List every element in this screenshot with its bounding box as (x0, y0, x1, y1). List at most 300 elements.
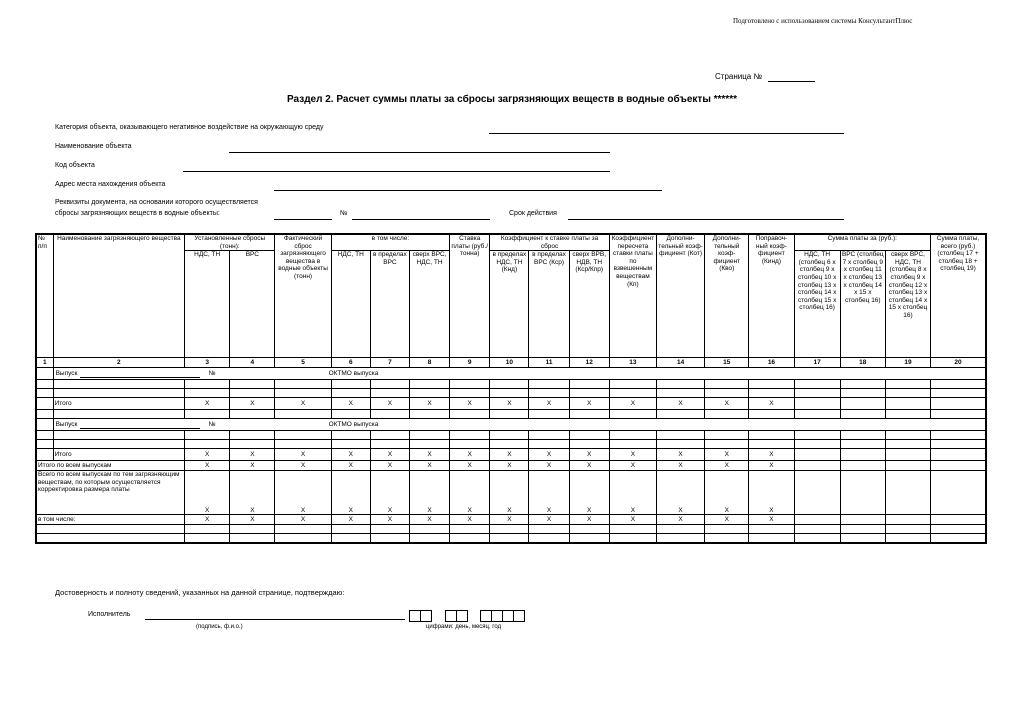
table-cell[interactable] (705, 410, 749, 419)
col-number: 16 (749, 358, 794, 368)
table-cell[interactable] (275, 525, 331, 534)
outlet-row-2 (36, 419, 986, 431)
table-cell[interactable] (331, 410, 370, 419)
th-limits-nds: НДС, ТН (185, 251, 230, 358)
table-cell[interactable] (705, 380, 749, 389)
table-cell[interactable] (490, 431, 529, 440)
table-cell[interactable] (931, 449, 986, 461)
col-number: 4 (230, 358, 275, 368)
table-row (36, 431, 986, 440)
table-cell[interactable] (885, 471, 930, 515)
table-cell[interactable] (931, 471, 986, 515)
table-row (36, 389, 986, 398)
table-cell[interactable] (53, 419, 986, 431)
not-applicable-mark: X (569, 461, 609, 471)
not-applicable-mark: X (185, 461, 230, 471)
table-cell[interactable] (275, 380, 331, 389)
table-cell[interactable] (529, 389, 569, 398)
table-cell[interactable] (36, 419, 53, 431)
oktmo-label: ОКТМО выпуска (328, 421, 379, 429)
table-row (36, 380, 986, 389)
not-applicable-mark: X (656, 471, 704, 515)
col-number: 12 (569, 358, 609, 368)
not-applicable-mark: X (656, 449, 704, 461)
not-applicable-mark: X (230, 515, 275, 525)
not-applicable-mark: X (450, 461, 490, 471)
not-applicable-mark: X (609, 461, 656, 471)
not-applicable-mark: X (331, 461, 370, 471)
not-applicable-mark: X (409, 398, 449, 410)
table-cell[interactable] (794, 440, 840, 449)
table-cell[interactable] (409, 389, 449, 398)
outlet-label: Выпуск (55, 421, 78, 429)
table-cell[interactable] (840, 461, 885, 471)
table-row (36, 525, 986, 534)
th-incl-vrs: в пределах ВРС (370, 251, 409, 358)
table-cell[interactable] (529, 440, 569, 449)
not-applicable-mark: X (569, 471, 609, 515)
table-cell[interactable] (370, 431, 409, 440)
table-cell[interactable] (529, 431, 569, 440)
table-cell[interactable] (450, 380, 490, 389)
category-label: Категория объекта, оказывающего негативное воздействие на окружающую среду (55, 124, 324, 131)
outlet-number-label: № (208, 421, 216, 429)
table-cell[interactable] (794, 461, 840, 471)
table-cell[interactable] (450, 525, 490, 534)
table-cell[interactable] (569, 410, 609, 419)
table-cell[interactable] (840, 471, 885, 515)
including-row (36, 515, 986, 525)
th-limits-vrs: ВРС (230, 251, 275, 358)
col-number: 11 (529, 358, 569, 368)
table-cell[interactable] (185, 440, 230, 449)
total-corr-row (36, 471, 986, 515)
col-number: 19 (885, 358, 930, 368)
table-cell[interactable] (36, 389, 53, 398)
table-cell[interactable] (230, 525, 275, 534)
table-cell[interactable] (656, 534, 704, 544)
table-cell[interactable] (230, 389, 275, 398)
table-cell[interactable] (569, 525, 609, 534)
table-cell[interactable] (705, 440, 749, 449)
not-applicable-mark: X (275, 449, 331, 461)
table-cell[interactable] (450, 431, 490, 440)
table-cell[interactable] (230, 440, 275, 449)
doc-number-field[interactable] (352, 219, 490, 220)
table-cell[interactable] (370, 534, 409, 544)
col-number: 7 (370, 358, 409, 368)
table-cell[interactable] (794, 398, 840, 410)
table-cell[interactable] (569, 431, 609, 440)
table-cell[interactable] (656, 380, 704, 389)
table-cell[interactable] (794, 449, 840, 461)
not-applicable-mark: X (490, 471, 529, 515)
table-cell[interactable] (656, 410, 704, 419)
table-cell[interactable] (705, 431, 749, 440)
table-cell[interactable] (36, 398, 53, 410)
table-cell[interactable] (656, 525, 704, 534)
th-including: в том числе: (331, 234, 449, 251)
th-sum: Сумма платы за (руб.): (794, 234, 931, 251)
not-applicable-mark: X (331, 398, 370, 410)
table-cell[interactable] (656, 389, 704, 398)
table-cell[interactable] (53, 431, 185, 440)
table-cell[interactable] (885, 461, 930, 471)
th-add-coef-2: Дополни-тельный коэф-фициент (Кво) (705, 234, 749, 358)
table-cell[interactable] (840, 389, 885, 398)
table-cell[interactable] (450, 410, 490, 419)
table-cell[interactable] (840, 380, 885, 389)
col-number: 2 (53, 358, 185, 368)
not-applicable-mark: X (370, 461, 409, 471)
outlet-name-field[interactable] (80, 377, 200, 378)
not-applicable-mark: X (569, 449, 609, 461)
table-cell[interactable] (36, 449, 53, 461)
not-applicable-mark: X (529, 515, 569, 525)
table-cell[interactable] (885, 431, 930, 440)
table-cell[interactable] (370, 380, 409, 389)
address-field[interactable] (274, 190, 662, 191)
not-applicable-mark: X (450, 449, 490, 461)
page-number-label: Страница № (715, 72, 763, 81)
table-cell[interactable] (36, 534, 185, 544)
table-cell[interactable] (609, 410, 656, 419)
executor-signature-field[interactable] (145, 619, 405, 620)
table-cell[interactable] (569, 380, 609, 389)
oktmo-label: ОКТМО выпуска (328, 370, 379, 378)
table-cell[interactable] (275, 431, 331, 440)
table-cell[interactable] (331, 525, 370, 534)
table-cell[interactable] (490, 380, 529, 389)
not-applicable-mark: X (749, 515, 794, 525)
table-cell[interactable] (53, 440, 185, 449)
table-cell[interactable] (749, 534, 794, 544)
table-cell[interactable] (794, 389, 840, 398)
table-cell[interactable] (609, 389, 656, 398)
th-sum-nds: НДС, ТН (столбец 6 x столбец 9 x столбец 10 x столбец 13 x столбец 14 x столбец 15 x столбец 16) (794, 251, 840, 358)
table-cell[interactable] (331, 431, 370, 440)
table-cell[interactable] (230, 431, 275, 440)
th-name: Наименование загрязняющего вещества (53, 234, 185, 358)
not-applicable-mark: X (490, 398, 529, 410)
not-applicable-mark: X (370, 449, 409, 461)
table-cell[interactable] (885, 380, 930, 389)
table-cell[interactable] (931, 515, 986, 525)
not-applicable-mark: X (450, 398, 490, 410)
not-applicable-mark: X (656, 461, 704, 471)
table-cell[interactable] (370, 440, 409, 449)
th-coef: Коэффициент к ставке платы за сброс (490, 234, 610, 251)
table-cell[interactable] (885, 515, 930, 525)
table-cell[interactable] (230, 410, 275, 419)
table-cell[interactable] (705, 389, 749, 398)
table-cell[interactable] (569, 440, 609, 449)
date-hint: цифрами: день, месяц, год (426, 624, 502, 630)
table-cell[interactable] (490, 534, 529, 544)
table-cell[interactable] (409, 410, 449, 419)
table-cell[interactable] (409, 440, 449, 449)
table-cell[interactable] (794, 410, 840, 419)
th-num: № п/п (36, 234, 53, 358)
th-sum-over: сверх ВРС, НДС, ТН (столбец 8 x столбец 9 x столбец 12 x столбец 13 x столбец 14 x 15 x столбец 16) (885, 251, 930, 358)
total-all-label: Итого по всем выпускам (36, 461, 185, 471)
col-number: 1 (36, 358, 53, 368)
not-applicable-mark: X (331, 515, 370, 525)
not-applicable-mark: X (275, 515, 331, 525)
table-cell[interactable] (275, 534, 331, 544)
table-cell[interactable] (529, 534, 569, 544)
table-cell[interactable] (705, 534, 749, 544)
col-number: 14 (656, 358, 704, 368)
not-applicable-mark: X (609, 398, 656, 410)
not-applicable-mark: X (656, 515, 704, 525)
th-coef-vrs: в пределах ВРС (Кср) (529, 251, 569, 358)
table-cell[interactable] (370, 389, 409, 398)
table-cell[interactable] (885, 398, 930, 410)
table-cell[interactable] (331, 440, 370, 449)
not-applicable-mark: X (370, 515, 409, 525)
not-applicable-mark: X (749, 449, 794, 461)
table-cell[interactable] (705, 525, 749, 534)
table-cell[interactable] (885, 525, 930, 534)
not-applicable-mark: X (331, 449, 370, 461)
confirm-text: Достоверность и полноту сведений, указанных на данной странице, подтверждаю: (55, 588, 345, 597)
th-limits: Установленные сбросы (тонн): (185, 234, 275, 251)
table-cell[interactable] (529, 380, 569, 389)
table-cell[interactable] (931, 431, 986, 440)
table-cell[interactable] (794, 515, 840, 525)
table-cell[interactable] (840, 525, 885, 534)
table-cell[interactable] (450, 440, 490, 449)
outlet-number-label: № (208, 370, 216, 378)
col-number: 13 (609, 358, 656, 368)
not-applicable-mark: X (185, 449, 230, 461)
table-cell[interactable] (185, 431, 230, 440)
th-incl-over: сверх ВРС, НДС, ТН (409, 251, 449, 358)
not-applicable-mark: X (275, 398, 331, 410)
table-cell[interactable] (749, 525, 794, 534)
brand-note: Подготовлено с использованием системы КонсультантПлюс (733, 17, 913, 25)
table-cell[interactable] (749, 440, 794, 449)
table-cell[interactable] (749, 389, 794, 398)
table-row (36, 440, 986, 449)
validity-field[interactable] (568, 219, 844, 220)
table-cell[interactable] (185, 525, 230, 534)
table-cell[interactable] (185, 410, 230, 419)
table-cell[interactable] (53, 410, 185, 419)
not-applicable-mark: X (331, 471, 370, 515)
not-applicable-mark: X (705, 398, 749, 410)
not-applicable-mark: X (185, 471, 230, 515)
table-cell[interactable] (230, 534, 275, 544)
table-cell[interactable] (490, 410, 529, 419)
not-applicable-mark: X (705, 471, 749, 515)
col-number: 15 (705, 358, 749, 368)
table-cell[interactable] (749, 410, 794, 419)
not-applicable-mark: X (749, 461, 794, 471)
table-cell[interactable] (529, 525, 569, 534)
table-cell[interactable] (529, 410, 569, 419)
table-cell[interactable] (36, 525, 185, 534)
table-cell[interactable] (840, 534, 885, 544)
not-applicable-mark: X (450, 471, 490, 515)
col-number: 3 (185, 358, 230, 368)
table-cell[interactable] (409, 525, 449, 534)
not-applicable-mark: X (569, 398, 609, 410)
not-applicable-mark: X (705, 461, 749, 471)
table-cell[interactable] (53, 380, 185, 389)
object-name-field[interactable] (229, 152, 610, 153)
table-row (36, 410, 986, 419)
th-sum-vrs: ВРС (столбец 7 x столбец 9 x столбец 11 x столбец 13 x столбец 14 x 15 x столбец 16) (840, 251, 885, 358)
table-cell[interactable] (275, 410, 331, 419)
table-cell[interactable] (490, 525, 529, 534)
table-cell[interactable] (885, 410, 930, 419)
executor-label: Исполнитель (88, 611, 131, 618)
not-applicable-mark: X (609, 471, 656, 515)
not-applicable-mark: X (609, 515, 656, 525)
table-cell[interactable] (885, 389, 930, 398)
table-cell[interactable] (794, 471, 840, 515)
table-cell[interactable] (931, 398, 986, 410)
table-cell[interactable] (931, 534, 986, 544)
outlet-name-field[interactable] (80, 428, 200, 429)
not-applicable-mark: X (409, 515, 449, 525)
table-cell[interactable] (794, 380, 840, 389)
table-cell[interactable] (656, 431, 704, 440)
category-field[interactable] (489, 133, 844, 134)
doc-label-line2: сбросы загрязняющих веществ в водные объекты: (55, 210, 220, 217)
table-cell[interactable] (794, 534, 840, 544)
not-applicable-mark: X (230, 398, 275, 410)
table-cell[interactable] (490, 440, 529, 449)
table-cell[interactable] (409, 431, 449, 440)
table-cell[interactable] (450, 389, 490, 398)
table-cell[interactable] (794, 525, 840, 534)
table-cell[interactable] (931, 410, 986, 419)
not-applicable-mark: X (656, 398, 704, 410)
table-cell[interactable] (230, 380, 275, 389)
table-cell[interactable] (840, 398, 885, 410)
table-cell[interactable] (569, 534, 609, 544)
table-cell[interactable] (331, 534, 370, 544)
table-cell[interactable] (36, 380, 53, 389)
table-cell[interactable] (609, 431, 656, 440)
table-cell[interactable] (609, 380, 656, 389)
table-cell[interactable] (840, 440, 885, 449)
table-cell[interactable] (569, 389, 609, 398)
table-cell[interactable] (36, 368, 53, 380)
table-cell[interactable] (609, 525, 656, 534)
table-cell[interactable] (185, 534, 230, 544)
table-cell[interactable] (370, 525, 409, 534)
table-cell[interactable] (840, 431, 885, 440)
table-cell[interactable] (490, 389, 529, 398)
signature-hint: (подпись, ф.и.о.) (196, 624, 243, 630)
th-add-coef-1: Дополни-тельный коэф-фициент (Кот) (656, 234, 704, 358)
table-cell[interactable] (36, 431, 53, 440)
table-cell[interactable] (331, 380, 370, 389)
table-cell[interactable] (749, 380, 794, 389)
table-cell[interactable] (36, 440, 53, 449)
table-cell[interactable] (749, 431, 794, 440)
column-numbers-row (36, 358, 986, 368)
not-applicable-mark: X (705, 515, 749, 525)
th-coef-nd: в пределах НДС, ТН (Кнд) (490, 251, 529, 358)
table-cell[interactable] (885, 449, 930, 461)
table-cell[interactable] (609, 534, 656, 544)
table-cell[interactable] (931, 440, 986, 449)
not-applicable-mark: X (705, 449, 749, 461)
table-cell[interactable] (53, 368, 986, 380)
table-cell[interactable] (840, 449, 885, 461)
not-applicable-mark: X (450, 515, 490, 525)
table-cell[interactable] (840, 515, 885, 525)
table-cell[interactable] (409, 534, 449, 544)
not-applicable-mark: X (490, 449, 529, 461)
table-cell[interactable] (931, 525, 986, 534)
table-cell[interactable] (840, 410, 885, 419)
not-applicable-mark: X (529, 471, 569, 515)
not-applicable-mark: X (409, 471, 449, 515)
not-applicable-mark: X (275, 471, 331, 515)
table-cell[interactable] (185, 380, 230, 389)
th-total: Сумма платы, всего (руб.) (столбец 17 + столбец 18 + столбец 19) (931, 234, 986, 358)
col-number: 9 (450, 358, 490, 368)
table-cell[interactable] (885, 534, 930, 544)
table-cell[interactable] (794, 431, 840, 440)
object-code-field[interactable] (183, 171, 610, 172)
table-cell[interactable] (275, 389, 331, 398)
table-cell[interactable] (609, 440, 656, 449)
table-cell[interactable] (931, 461, 986, 471)
table-cell[interactable] (185, 389, 230, 398)
not-applicable-mark: X (569, 515, 609, 525)
col-number: 6 (331, 358, 370, 368)
not-applicable-mark: X (409, 461, 449, 471)
table-cell[interactable] (450, 534, 490, 544)
table-cell[interactable] (53, 389, 185, 398)
section-title: Раздел 2. Расчет суммы платы за сбросы загрязняющих веществ в водные объекты ****** (287, 94, 737, 105)
table-cell[interactable] (36, 410, 53, 419)
col-number: 5 (275, 358, 331, 368)
col-number: 20 (931, 358, 986, 368)
page-number-field[interactable] (768, 81, 815, 82)
not-applicable-mark: X (409, 449, 449, 461)
not-applicable-mark: X (370, 398, 409, 410)
not-applicable-mark: X (749, 471, 794, 515)
th-actual: Фактический сброс загрязняющего вещества в водные объекты (тонн) (275, 234, 331, 358)
subtotal-label: Итого (53, 398, 185, 410)
doc-date-field[interactable] (274, 219, 332, 220)
table-cell[interactable] (275, 440, 331, 449)
not-applicable-mark: X (529, 398, 569, 410)
total-all-row (36, 461, 986, 471)
table-cell[interactable] (331, 389, 370, 398)
table-cell[interactable] (409, 380, 449, 389)
not-applicable-mark: X (185, 515, 230, 525)
table-row (36, 534, 986, 544)
th-coef-over: сверх ВРВ, НДВ, ТН (Кср/Кпр) (569, 251, 609, 358)
not-applicable-mark: X (490, 515, 529, 525)
table-cell[interactable] (370, 410, 409, 419)
outlet-label: Выпуск (55, 370, 78, 378)
table-cell[interactable] (885, 440, 930, 449)
subtotal-label: Итого (53, 449, 185, 461)
table-cell[interactable] (931, 389, 986, 398)
table-cell[interactable] (656, 440, 704, 449)
table-cell[interactable] (931, 380, 986, 389)
